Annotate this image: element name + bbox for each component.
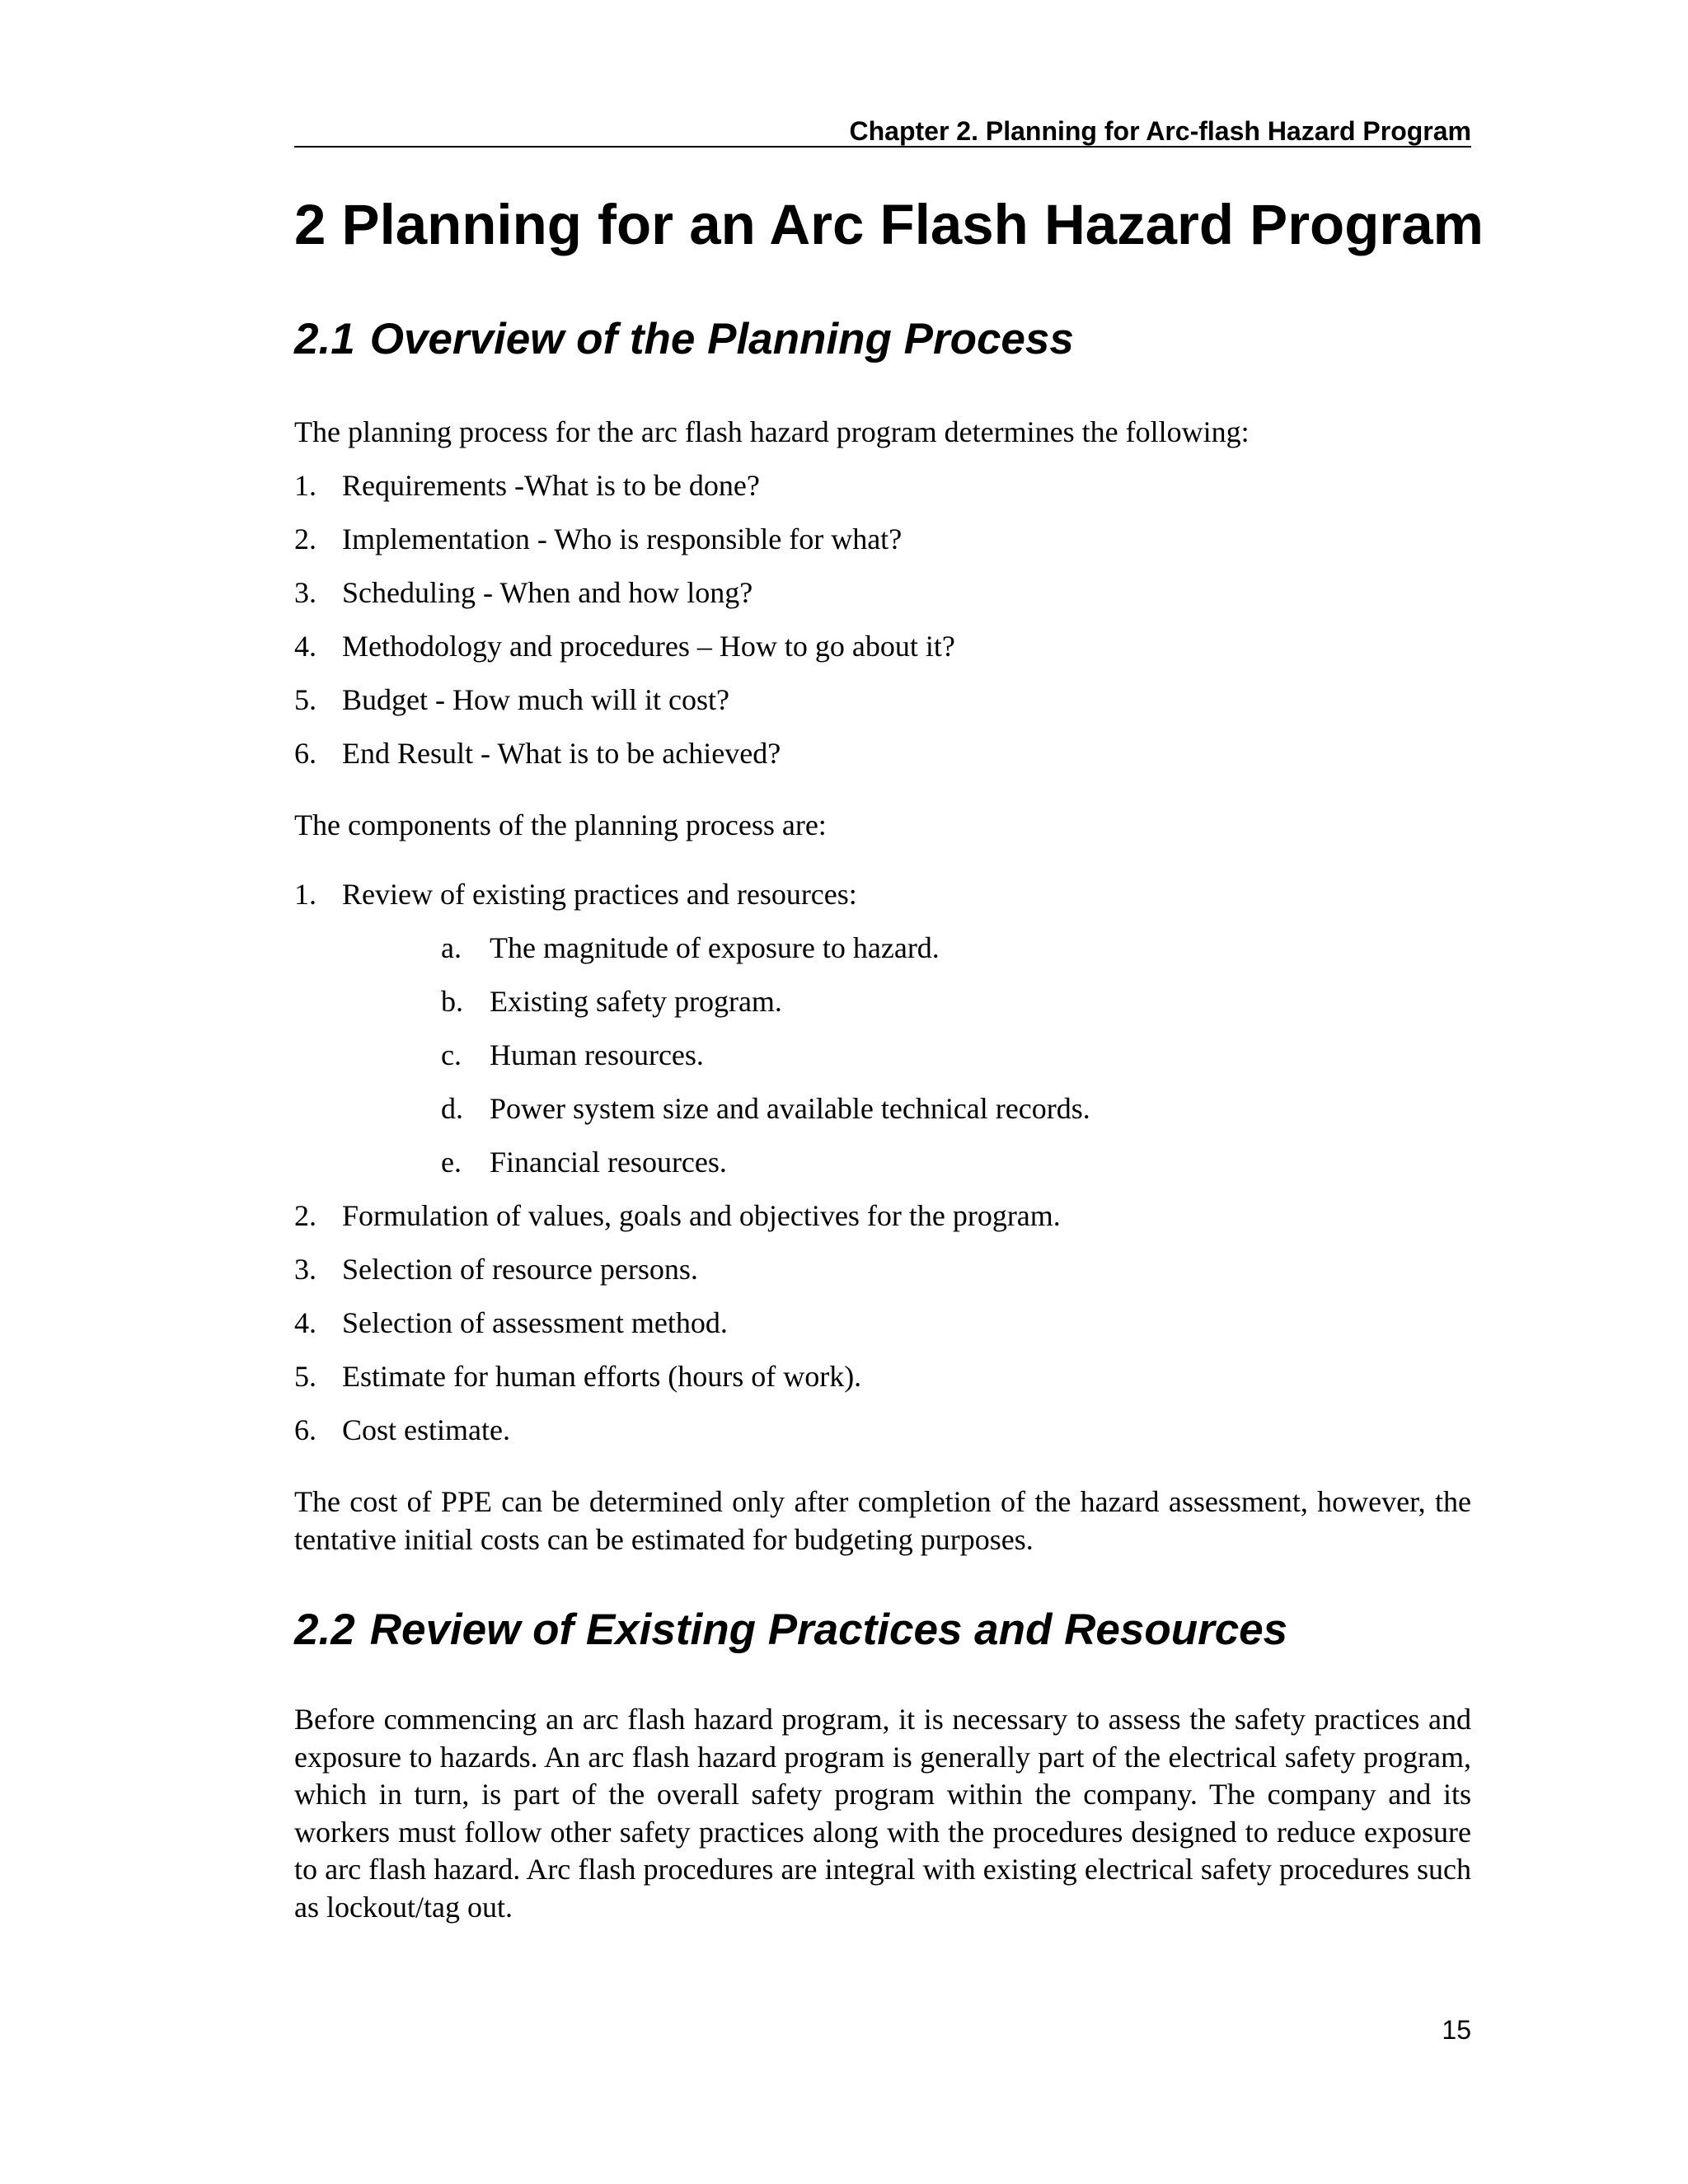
section-number: 2.1 <box>294 315 355 363</box>
section-number: 2.2 <box>294 1605 355 1654</box>
list-number: 1. <box>294 878 316 911</box>
ppe-cost-paragraph: The cost of PPE can be determined only after completion of the hazard assessment, however, the tentative initial costs can be estimated for budgeting purposes. <box>294 1485 1471 1556</box>
list-item-text: Selection of resource persons. <box>342 1253 698 1286</box>
list-number: 5. <box>294 1360 316 1393</box>
list-item-text: Formulation of values, goals and objectives for the program. <box>342 1199 1061 1232</box>
list-item-text: Scheduling - When and how long? <box>342 576 753 609</box>
list-item-text: Requirements -What is to be done? <box>342 469 760 502</box>
chapter-title: 2 Planning for an Arc Flash Hazard Program <box>294 193 1484 256</box>
list-item-text: End Result - What is to be achieved? <box>342 737 781 770</box>
list-letter: b. <box>441 985 463 1018</box>
section-heading-2-2 <box>294 1604 1287 1657</box>
components-intro-paragraph: The components of the planning process are: <box>294 808 827 841</box>
list-number: 6. <box>294 737 316 770</box>
header-divider <box>294 146 1471 148</box>
list-letter: d. <box>441 1092 463 1125</box>
list-number: 4. <box>294 1306 316 1339</box>
section-heading-2-1 <box>294 313 1074 366</box>
planning-intro-paragraph: The planning process for the arc flash hazard program determines the following: <box>294 415 1250 448</box>
list-item-text: Human resources. <box>490 1038 704 1071</box>
list-item-text: Estimate for human efforts (hours of work). <box>342 1360 862 1393</box>
page-number: 15 <box>1442 2015 1471 2045</box>
list-item-text: Budget - How much will it cost? <box>342 683 729 716</box>
list-number: 5. <box>294 683 316 716</box>
running-header: Chapter 2. Planning for Arc-flash Hazard Program <box>849 116 1471 146</box>
list-number: 6. <box>294 1413 316 1446</box>
list-letter: a. <box>441 931 462 964</box>
section-title-text: Overview of the Planning Process <box>369 315 1074 363</box>
list-item-text: Methodology and procedures – How to go about it? <box>342 630 955 663</box>
list-item-text: Power system size and available technical records. <box>490 1092 1090 1125</box>
list-item-text: Cost estimate. <box>342 1413 510 1446</box>
list-number: 2. <box>294 523 316 555</box>
existing-practices-paragraph: Before commencing an arc flash hazard program, it is necessary to assess the safety practices and exposure to hazards. An arc flash hazard program is generally part of the electrical safety program, which in turn, is part of the overall safety program within the company. The company and its workers must follow other safety practices along with the procedures designed to reduce exposure to arc flash hazard. Arc flash procedures are integral with existing electrical safety procedures such as lockout/tag out. <box>294 1703 1471 1924</box>
list-item-text: Selection of assessment method. <box>342 1306 728 1339</box>
list-number: 1. <box>294 469 316 502</box>
list-item-text: Implementation - Who is responsible for what? <box>342 523 903 555</box>
list-letter: e. <box>441 1146 462 1179</box>
list-number: 2. <box>294 1199 316 1232</box>
section-title-text: Review of Existing Practices and Resources <box>369 1605 1288 1654</box>
list-letter: c. <box>441 1038 462 1071</box>
list-item-text: Review of existing practices and resources: <box>342 878 857 911</box>
list-item-text: The magnitude of exposure to hazard. <box>490 931 940 964</box>
document-page <box>294 0 1484 2184</box>
list-number: 4. <box>294 630 316 663</box>
list-item-text: Existing safety program. <box>490 985 782 1018</box>
list-number: 3. <box>294 1253 316 1286</box>
list-number: 3. <box>294 576 316 609</box>
list-item-text: Financial resources. <box>490 1146 727 1179</box>
